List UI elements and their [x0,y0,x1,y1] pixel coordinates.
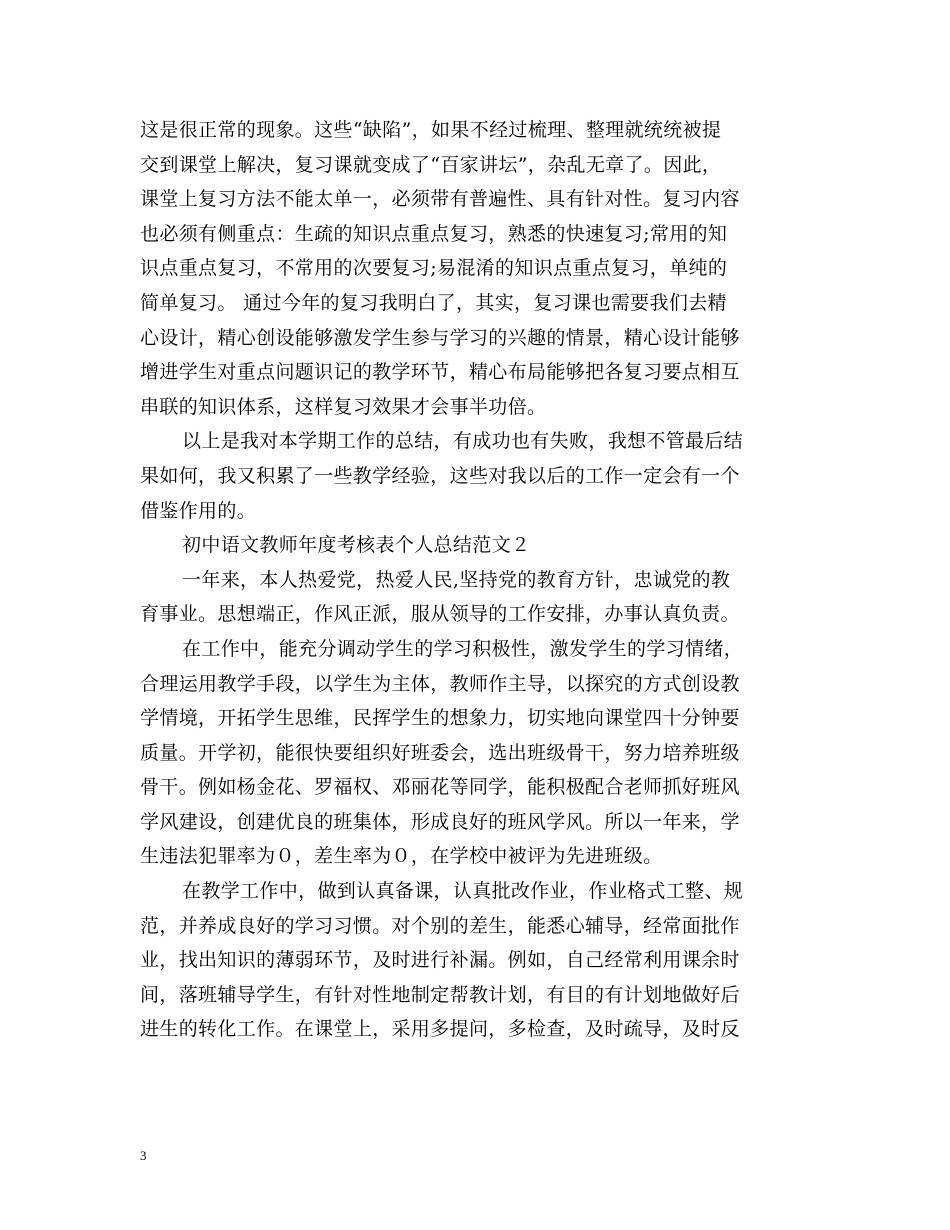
text-line: 生违法犯罪率为０，差生率为０，在学校中被评为先进班级。 [140,845,663,868]
text-line: 在工作中，能充分调动学生的学习积极性，激发学生的学习情绪， [182,637,744,660]
text-line: 质量。开学初，能很快要组织好班委会，选出班级骨干，努力培养班级 [140,741,740,764]
text-line: 也必须有侧重点：生疏的知识点重点复习，熟悉的快速复习;常用的知 [140,222,728,245]
text-line: 业，找出知识的薄弱环节，及时进行补漏。例如，自己经常利用课余时 [140,949,740,972]
text-line: 心设计，精心创设能够激发学生参与学习的兴趣的情景，精心设计能够 [140,326,740,349]
text-line: 增进学生对重点问题识记的教学环节，精心布局能够把各复习要点相互 [140,361,740,384]
body-text [140,113,812,1047]
page-number: 3 [140,1148,147,1163]
text-line: 课堂上复习方法不能太单一，必须带有普遍性、具有针对性。复习内容 [140,188,740,211]
text-line: 在教学工作中，做到认真备课，认真批改作业，作业格式工整、规 [182,880,744,903]
text-line: 合理运用教学手段，以学生为主体，教师作主导，以探究的方式创设教 [140,672,740,695]
text-line: 一年来，本人热爱党，热爱人民,坚持党的教育方针，忠诚党的教 [182,568,731,591]
text-line: 学情境，开拓学生思维，民挥学生的想象力，切实地向课堂四十分钟要 [140,707,740,730]
text-line: 识点重点复习，不常用的次要复习;易混淆的知识点重点复习，单纯的 [140,257,728,280]
text-line: 学风建设，创建优良的班集体，形成良好的班风学风。所以一年来，学 [140,810,740,833]
text-line: 初中语文教师年度考核表个人总结范文２ [182,534,531,557]
text-line: 育事业。思想端正，作风正派，服从领导的工作安排，办事认真负责。 [140,603,740,626]
text-line: 范，并养成良好的学习习惯。对个别的差生，能悉心辅导，经常面批作 [140,914,740,937]
text-line: 骨干。例如杨金花、罗福权、邓丽花等同学，能积极配合老师抓好班风 [140,776,740,799]
text-line: 间，落班辅导学生，有针对性地制定帮教计划，有目的有计划地做好后 [140,983,740,1006]
text-line: 借鉴作用的。 [140,499,257,522]
text-line: 串联的知识体系，这样复习效果才会事半功倍。 [140,395,547,418]
text-line: 这是很正常的现象。这些“缺陷”，如果不经过梳理、整理就统统被提 [140,119,722,141]
text-line: 简单复习。 通过今年的复习我明白了，其实，复习课也需要我们去精 [140,291,727,314]
text-line: 以上是我对本学期工作的总结，有成功也有失败，我想不管最后结 [182,430,744,453]
text-line: 果如何，我又积累了一些教学经验，这些对我以后的工作一定会有一个 [140,464,740,487]
text-line: 交到课堂上解决，复习课就变成了“百家讲坛”，杂乱无章了。因此， [140,153,722,176]
text-line: 进生的转化工作。在课堂上，采用多提问，多检查，及时疏导，及时反 [140,1018,740,1041]
